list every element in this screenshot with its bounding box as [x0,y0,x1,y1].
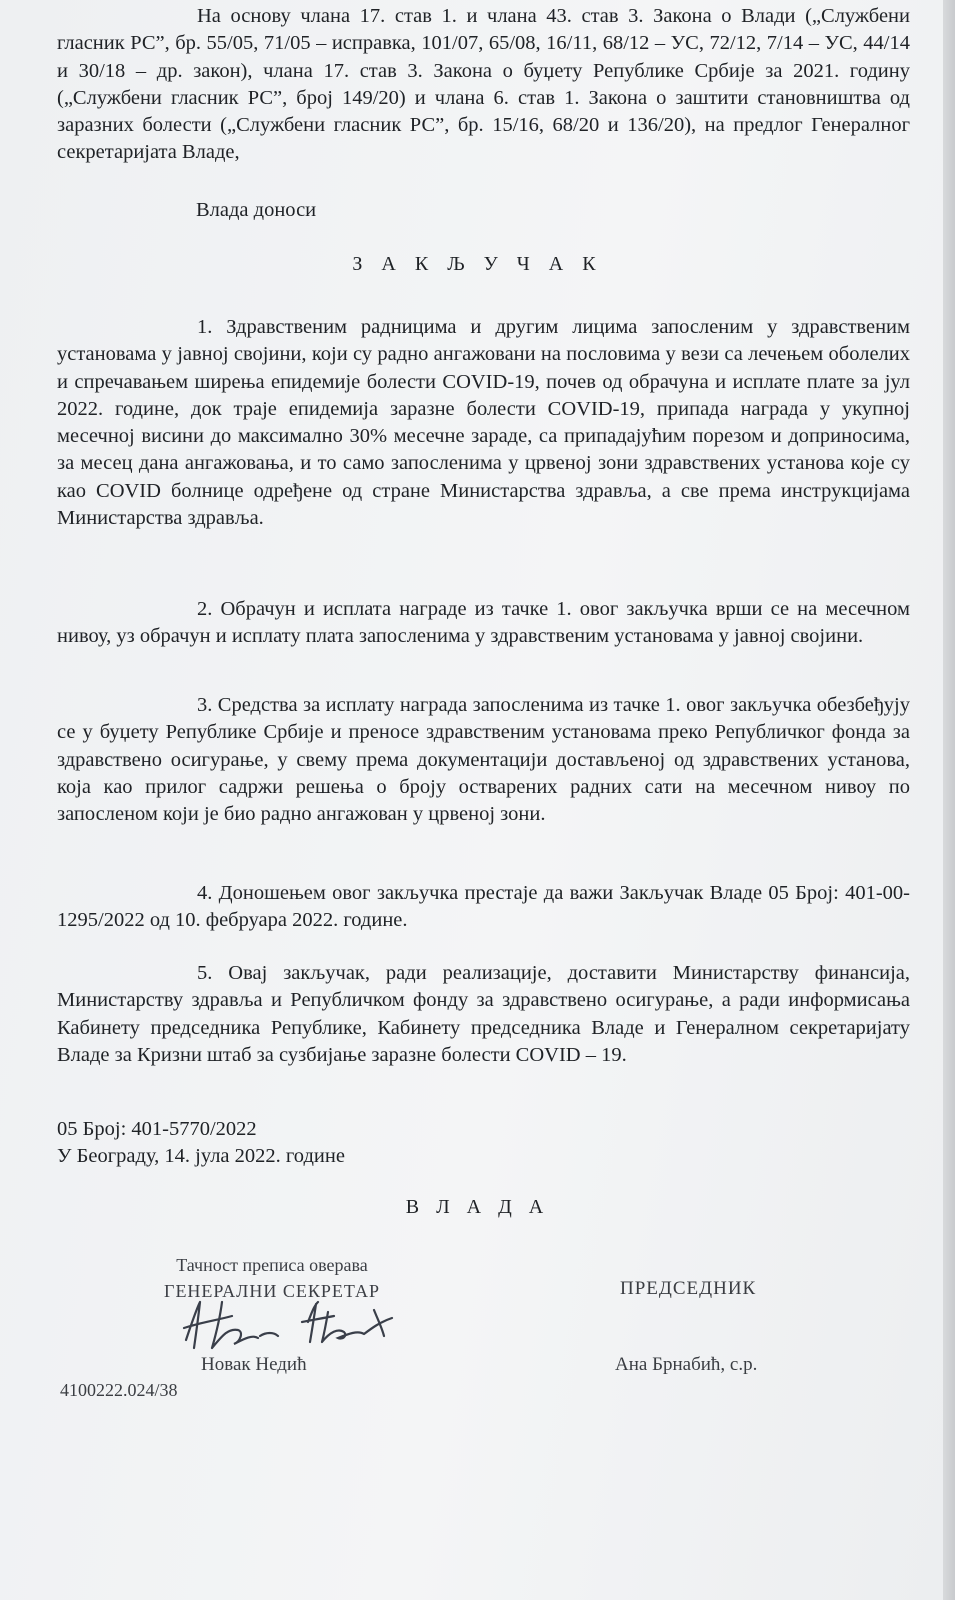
item-2-text: 2. Обрачун и исплата награде из тачке 1. овог закључка врши се на месечном нивоу, уз обрачун и исплату плата запосленима у здравственим установама у јавној својини. [57,598,910,648]
place-and-date: У Београду, 14. јула 2022. године [57,1145,345,1167]
certification-text: Тачност преписа оверава [176,1255,368,1275]
item-5-text: 5. Овај закључак, ради реализације, доставити Министарству финансија, Министарству здравља и Републичком фонду за здравствено осигурање, а ради информисања Кабинету председника Републике, Кабинету председника Владе и Генералном секретаријату Владе за Кризни штаб за сузбијање заразне болести COVID – 19. [57,962,910,1066]
item-3-text: 3. Средства за исплату награда запосленима из тачке 1. овог закључка обезбеђују се у буџету Републике Србије и преносе здравственим установама преко Републичког фонда за здравствено осигурање, у свему према документацији достављеној од здравствених установа, која као прилог садржи решења о броју остварених радних сати на месечном нивоу по запосленом који је био радно ангажован у црвеној зони. [57,694,910,826]
reference-number: 05 Број: 401-5770/2022 [57,1118,257,1140]
conclusion-item-2 [57,596,910,651]
conclusion-item-1 [57,314,910,532]
document-title: З А К Љ У Ч А К [352,253,603,275]
conclusion-item-3 [57,692,910,828]
item-4-text: 4. Доношењем овог закључка престаје да важи Закључак Владе 05 Број: 401-00-1295/2022 од 10. фебруара 2022. године. [57,882,910,932]
handwritten-signature [178,1292,408,1358]
secretary-name: Новак Недић [201,1354,307,1375]
preamble [57,3,910,167]
president-name: Ана Брнабић, с.р. [615,1354,758,1375]
page-edge-shadow [943,0,955,1600]
archive-code: 4100222.024/38 [60,1380,178,1400]
secretary-title: ГЕНЕРАЛНИ СЕКРЕТАР [164,1281,380,1301]
preamble-text: На основу члана 17. став 1. и члана 43. став 3. Закона о Влади („Службени гласник РС”, бр. 55/05, 71/05 – исправка, 101/07, 65/08, 16/11, 68/12 – УС, 72/12, 7/14 – УС, 44/14 и 30/18 – др. закон), члана 17. став 3. Закона о буџету Републике Србије за 2021. годину („Службени гласник РС”, број 149/20) и члана 6. став 1. Закона о заштити становништва од заразних болести („Службени гласник РС”, бр. 15/16, 68/20 и 136/20), на предлог Генералног секретаријата Владе, [57,5,910,164]
item-1-text: 1. Здравственим радницима и другим лицима запосленим у здравственим установама у јавној својини, који су радно ангажовани на пословима у вези са лечењем оболелих и спречавањем ширења епидемије болести COVID-19, почев од обрачуна и исплате плате за јул 2022. године, док траје епидемија заразне болести COVID-19, припада награда у укупној месечној висини до максимално 30% месечне зараде, са припадајућим порезом и доприносима, за месец дана ангажовања, и то само запосленима у црвеној зони здравствених установа које су као COVID болнице одређене од стране Министарства здравља, а све према инструкцијама Министарства здравља. [57,316,910,530]
government-label: В Л А Д А [405,1196,550,1218]
conclusion-item-4 [57,880,910,935]
president-title: ПРЕДСЕДНИК [620,1278,757,1299]
conclusion-item-5 [57,960,910,1069]
government-adopts-line: Влада доноси [196,199,317,221]
